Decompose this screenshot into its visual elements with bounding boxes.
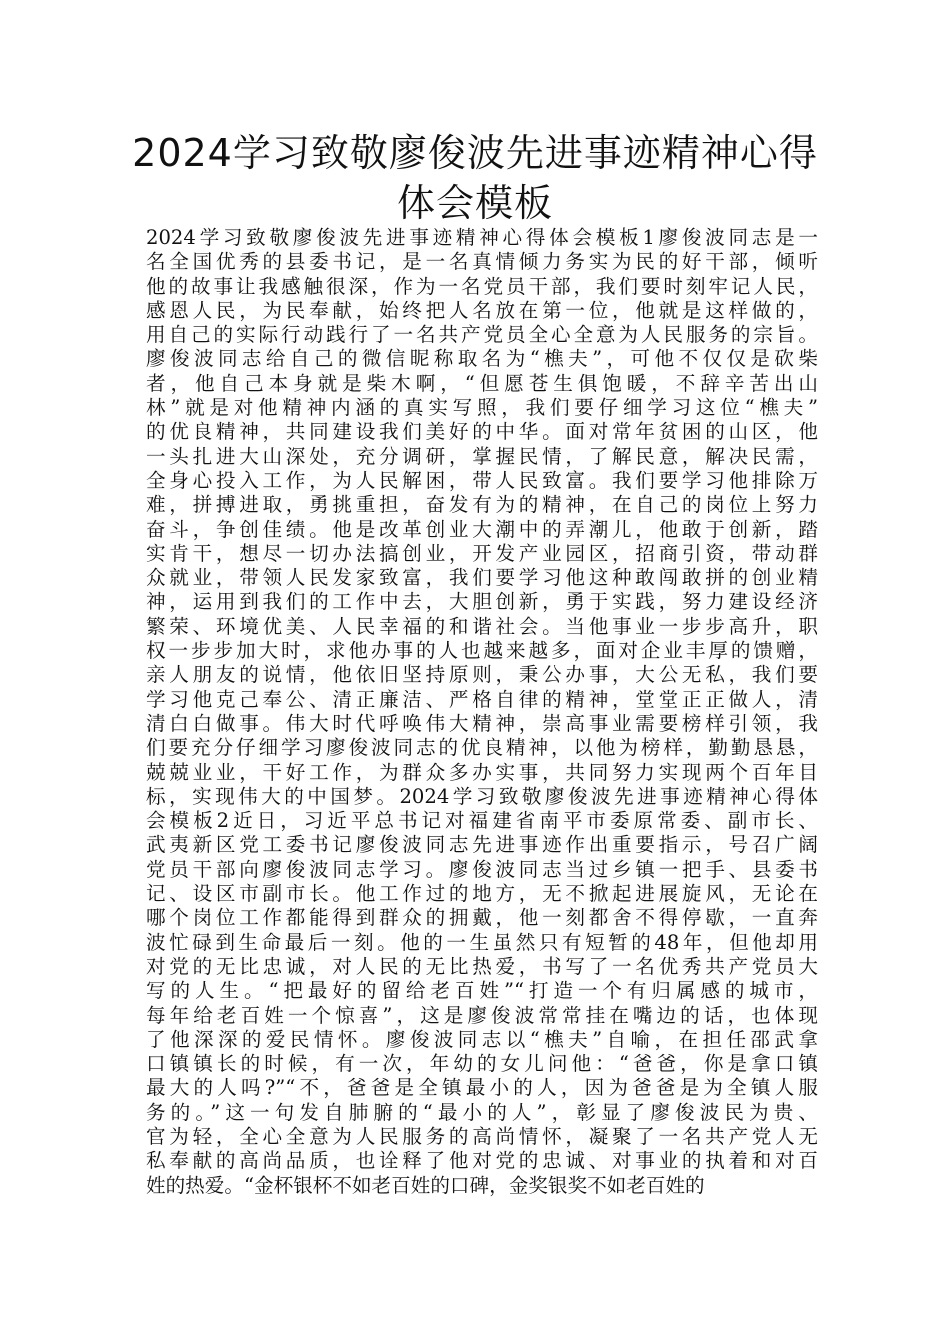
body-text-line: 一头扎进大山深处，充分调研，掌握民情，了解民意，解决民需， bbox=[146, 444, 818, 468]
body-text-line: 权一步步加大时，求他办事的人也越来越多，面对企业丰厚的馈赠， bbox=[146, 639, 818, 663]
body-text-line: 学习他克己奉公、清正廉洁、严格自律的精神，堂堂正正做人，清 bbox=[146, 687, 818, 711]
body-text-line: 难，拼搏进取，勇挑重担，奋发有为的精神，在自己的岗位上努力 bbox=[146, 493, 818, 517]
body-text-line: 每年给老百姓一个惊喜”，这是廖俊波常常挂在嘴边的话，也体现 bbox=[146, 1003, 818, 1027]
body-text-line: 务的。”这一句发自肺腑的“最小的人”，彰显了廖俊波民为贵、 bbox=[146, 1100, 818, 1124]
body-text-line: 波忙碌到生命最后一刻。他的一生虽然只有短暂的48年，但他却用 bbox=[146, 930, 818, 954]
body-text-line: 繁荣、环境优美、人民幸福的和谐社会。当他事业一步步高升，职 bbox=[146, 614, 818, 638]
body-text-line: 哪个岗位工作都能得到群众的拥戴，他一刻都舍不得停歇，一直奔 bbox=[146, 906, 818, 930]
body-text-line: 姓的热爱。“金杯银杯不如老百姓的口碑，金奖银奖不如老百姓的 bbox=[146, 1173, 705, 1197]
body-text-line: 会模板2近日，习近平总书记对福建省南平市委原常委、副市长、 bbox=[146, 809, 818, 833]
body-text-line: 私奉献的高尚品质，也诠释了他对党的忠诚、对事业的执着和对百 bbox=[146, 1149, 818, 1173]
body-text-line: 感恩人民，为民奉献，始终把人名放在第一位，他就是这样做的， bbox=[146, 298, 818, 322]
body-text-line: 实肯干，想尽一切办法搞创业，开发产业园区，招商引资，带动群 bbox=[146, 541, 818, 565]
body-text-line: 的优良精神，共同建设我们美好的中华。面对常年贫困的山区，他 bbox=[146, 420, 818, 444]
body-text-line: 口镇镇长的时候，有一次，年幼的女儿问他：“爸爸，你是拿口镇 bbox=[146, 1052, 818, 1076]
document-body bbox=[146, 226, 818, 1198]
body-text-line: 兢兢业业，干好工作，为群众多办实事，共同努力实现两个百年目 bbox=[146, 760, 818, 784]
body-text-line: 用自己的实际行动践行了一名共产党员全心全意为人民服务的宗旨。 bbox=[146, 323, 818, 347]
body-text-line: 全身心投入工作，为人民解困，带人民致富。我们要学习他排除万 bbox=[146, 468, 818, 492]
body-text-line: 2024学习致敬廖俊波先进事迹精神心得体会模板1廖俊波同志是一 bbox=[146, 226, 818, 249]
body-text-line: 众就业，带领人民发家致富，我们要学习他这种敢闯敢拼的创业精 bbox=[146, 566, 818, 590]
body-text-line: 武夷新区党工委书记廖俊波同志先进事迹作出重要指示，号召广阔 bbox=[146, 833, 818, 857]
body-text-line: 们要充分仔细学习廖俊波同志的优良精神，以他为榜样，勤勤恳恳， bbox=[146, 736, 818, 760]
body-text-line: 对党的无比忠诚，对人民的无比热爱，书写了一名优秀共产党员大 bbox=[146, 954, 818, 978]
body-text-line: 了他深深的爱民情怀。廖俊波同志以“樵夫”自喻，在担任邵武拿 bbox=[146, 1027, 818, 1051]
body-text-line: 清白白做事。伟大时代呼唤伟大精神，崇高事业需要榜样引领，我 bbox=[146, 711, 818, 735]
body-text-line: 标，实现伟大的中国梦。2024学习致敬廖俊波先进事迹精神心得体 bbox=[146, 784, 818, 808]
title-line: 体会模板 bbox=[396, 181, 553, 225]
body-text-line: 廖俊波同志给自己的微信昵称取名为“樵夫”，可他不仅仅是砍柴 bbox=[146, 347, 818, 371]
body-text-line: 林”就是对他精神内涵的真实写照，我们要仔细学习这位“樵夫” bbox=[146, 396, 818, 420]
document-title bbox=[130, 128, 820, 228]
title-line: 2024学习致敬廖俊波先进事迹精神心得 bbox=[132, 131, 818, 175]
body-text-line: 最大的人吗?”“不，爸爸是全镇最小的人，因为爸爸是为全镇人服 bbox=[146, 1076, 818, 1100]
body-text-line: 记、设区市副市长。他工作过的地方，无不掀起进展旋风，无论在 bbox=[146, 882, 818, 906]
body-text-line: 奋斗，争创佳绩。他是改革创业大潮中的弄潮儿，他敢于创新，踏 bbox=[146, 517, 818, 541]
body-text-line: 名全国优秀的县委书记，是一名真情倾力务实为民的好干部，倾听 bbox=[146, 250, 818, 274]
body-text-line: 他的故事让我感触很深，作为一名党员干部，我们要时刻牢记人民， bbox=[146, 274, 818, 298]
body-text-line: 亲人朋友的说情，他依旧坚持原则，秉公办事，大公无私，我们要 bbox=[146, 663, 818, 687]
body-text-line: 写的人生。“把最好的留给老百姓”“打造一个有归属感的城市， bbox=[146, 979, 818, 1003]
body-text-line: 神，运用到我们的工作中去，大胆创新，勇于实践，努力建设经济 bbox=[146, 590, 818, 614]
body-text-line: 党员干部向廖俊波同志学习。廖俊波同志当过乡镇一把手、县委书 bbox=[146, 857, 818, 881]
body-text-line: 官为轻，全心全意为人民服务的高尚情怀，凝聚了一名共产党人无 bbox=[146, 1124, 818, 1148]
body-text-line: 者，他自己本身就是柴木啊，“但愿苍生俱饱暖，不辞辛苦出山 bbox=[146, 371, 818, 395]
